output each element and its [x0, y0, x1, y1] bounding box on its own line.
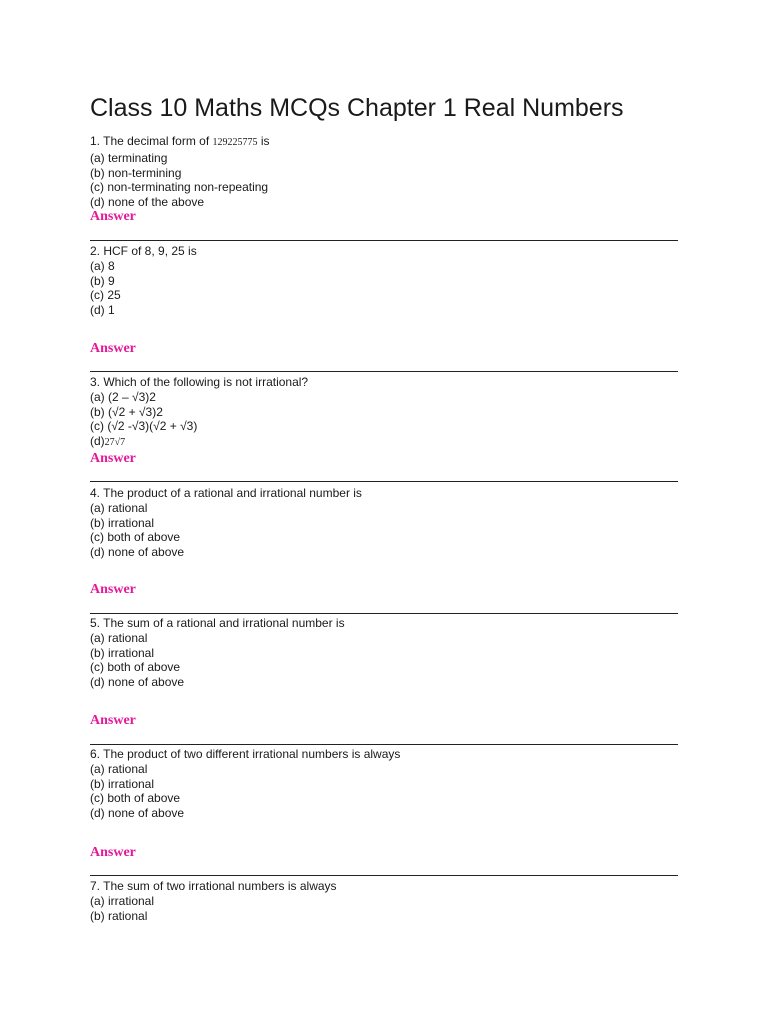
- divider: [90, 875, 678, 876]
- question-2: [90, 244, 678, 318]
- option-c: (c) both of above: [90, 660, 181, 675]
- answer-link-2[interactable]: Answer: [90, 341, 136, 356]
- question-stem: 4. The product of a rational and irrational number is: [90, 486, 362, 500]
- answer-link-6[interactable]: Answer: [90, 845, 136, 860]
- divider: [90, 481, 678, 482]
- answer-link-5[interactable]: Answer: [90, 713, 136, 728]
- option-b: (b) irrational: [90, 776, 155, 791]
- question-1: [90, 134, 678, 210]
- option-b: (b) rational: [90, 908, 148, 923]
- question-stem: 7. The sum of two irrational numbers is always: [90, 879, 337, 893]
- option-d: (d) none of above: [90, 545, 185, 560]
- option-c: (c) both of above: [90, 791, 181, 806]
- answer-link-4[interactable]: Answer: [90, 582, 136, 597]
- option-d-prefix: (d): [90, 434, 105, 449]
- question-stem: 6. The product of two different irrational numbers is always: [90, 747, 401, 761]
- question-4: [90, 486, 678, 560]
- option-a: (a) rational: [90, 500, 148, 515]
- question-3: [90, 375, 678, 451]
- option-d: (d) none of above: [90, 806, 185, 821]
- divider: [90, 613, 678, 614]
- option-b: (b) irrational: [90, 645, 155, 660]
- divider: [90, 240, 678, 241]
- option-c: (c) 25: [90, 288, 121, 303]
- option-c: (c) both of above: [90, 530, 181, 545]
- math-expression: 27√7: [104, 437, 126, 449]
- option-a: (a) (2 – √3)2: [90, 389, 156, 404]
- option-c: (c) non-terminating non-repeating: [90, 180, 269, 195]
- question-5: [90, 616, 678, 690]
- option-a: (a) rational: [90, 761, 148, 776]
- option-d: (d) none of above: [90, 675, 185, 690]
- option-a: (a) irrational: [90, 893, 155, 908]
- option-d: [90, 434, 678, 451]
- option-b: (b) non-termining: [90, 165, 182, 180]
- option-b: (b) irrational: [90, 515, 155, 530]
- question-7: [90, 879, 678, 923]
- option-a: (a) 8: [90, 258, 115, 273]
- option-b: (b) 9: [90, 273, 115, 288]
- option-b: (b) (√2 + √3)2: [90, 404, 163, 419]
- math-expression: 129225775: [212, 137, 258, 148]
- question-stem: 2. HCF of 8, 9, 25 is: [90, 244, 197, 258]
- divider: [90, 371, 678, 372]
- divider: [90, 744, 678, 745]
- question-stem-text: 1. The decimal form of: [90, 134, 213, 148]
- option-d: (d) 1: [90, 303, 115, 318]
- question-stem-end: is: [257, 134, 270, 148]
- option-a: (a) terminating: [90, 150, 168, 165]
- option-c: (c) (√2 -√3)(√2 + √3): [90, 419, 198, 434]
- answer-link-1[interactable]: Answer: [90, 209, 136, 224]
- option-d: (d) none of the above: [90, 195, 205, 210]
- question-stem: [90, 134, 678, 151]
- question-stem: 3. Which of the following is not irrational?: [90, 375, 309, 389]
- question-6: [90, 747, 678, 821]
- answer-link-3[interactable]: Answer: [90, 451, 136, 466]
- page-title: Class 10 Maths MCQs Chapter 1 Real Numbers: [90, 94, 624, 122]
- question-stem: 5. The sum of a rational and irrational number is: [90, 616, 345, 630]
- option-a: (a) rational: [90, 630, 148, 645]
